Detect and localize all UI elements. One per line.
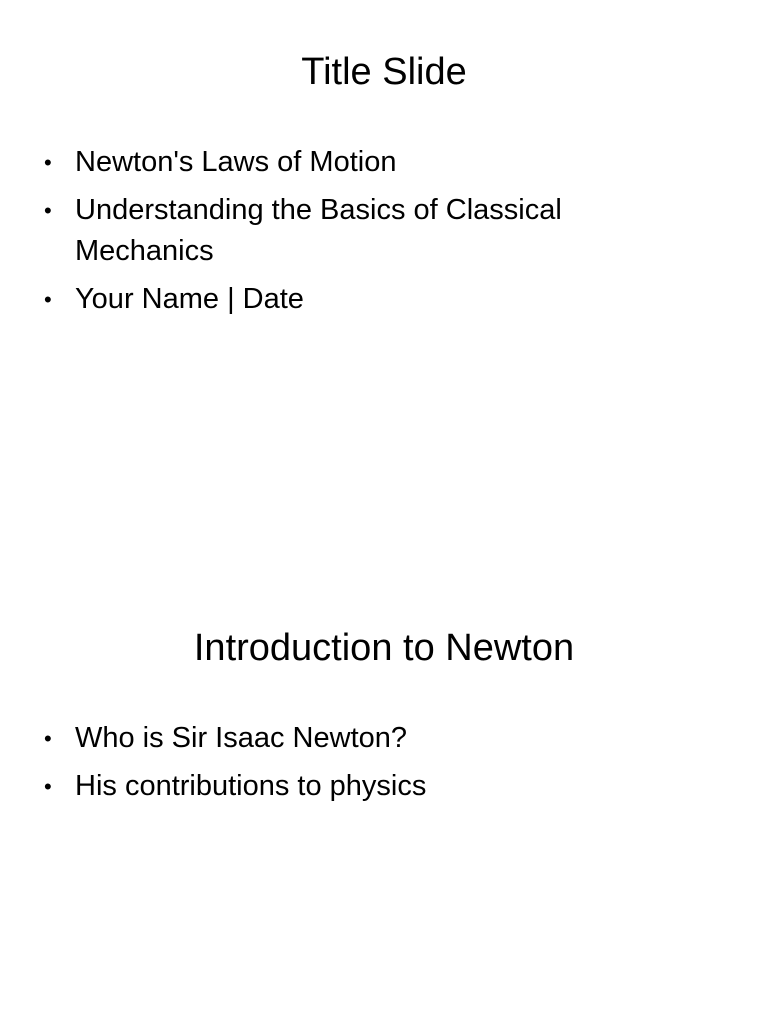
bullet-dot-icon: •: [44, 198, 52, 223]
slide-title: Introduction to Newton: [193, 627, 575, 669]
bullet-item: [44, 190, 618, 272]
bullet-text: Your Name | Date: [75, 283, 304, 315]
bullet-text: Who is Sir Isaac Newton?: [75, 722, 408, 754]
bullet-item: [44, 766, 618, 807]
bullet-list: [44, 142, 618, 327]
bullet-text: Newton's Laws of Motion: [75, 146, 397, 178]
slide-title: Title Slide: [301, 51, 467, 93]
bullet-dot-icon: •: [44, 774, 52, 799]
slide-2: [0, 576, 768, 1024]
bullet-item: [44, 718, 618, 759]
bullet-dot-icon: •: [44, 287, 52, 312]
bullet-item: [44, 279, 618, 320]
bullet-dot-icon: •: [44, 150, 52, 175]
bullet-item: [44, 142, 618, 183]
bullet-list: [44, 718, 618, 814]
bullet-text: Understanding the Basics of Classical Mechanics: [75, 194, 562, 267]
bullet-dot-icon: •: [44, 726, 52, 751]
bullet-text: His contributions to physics: [75, 770, 427, 802]
